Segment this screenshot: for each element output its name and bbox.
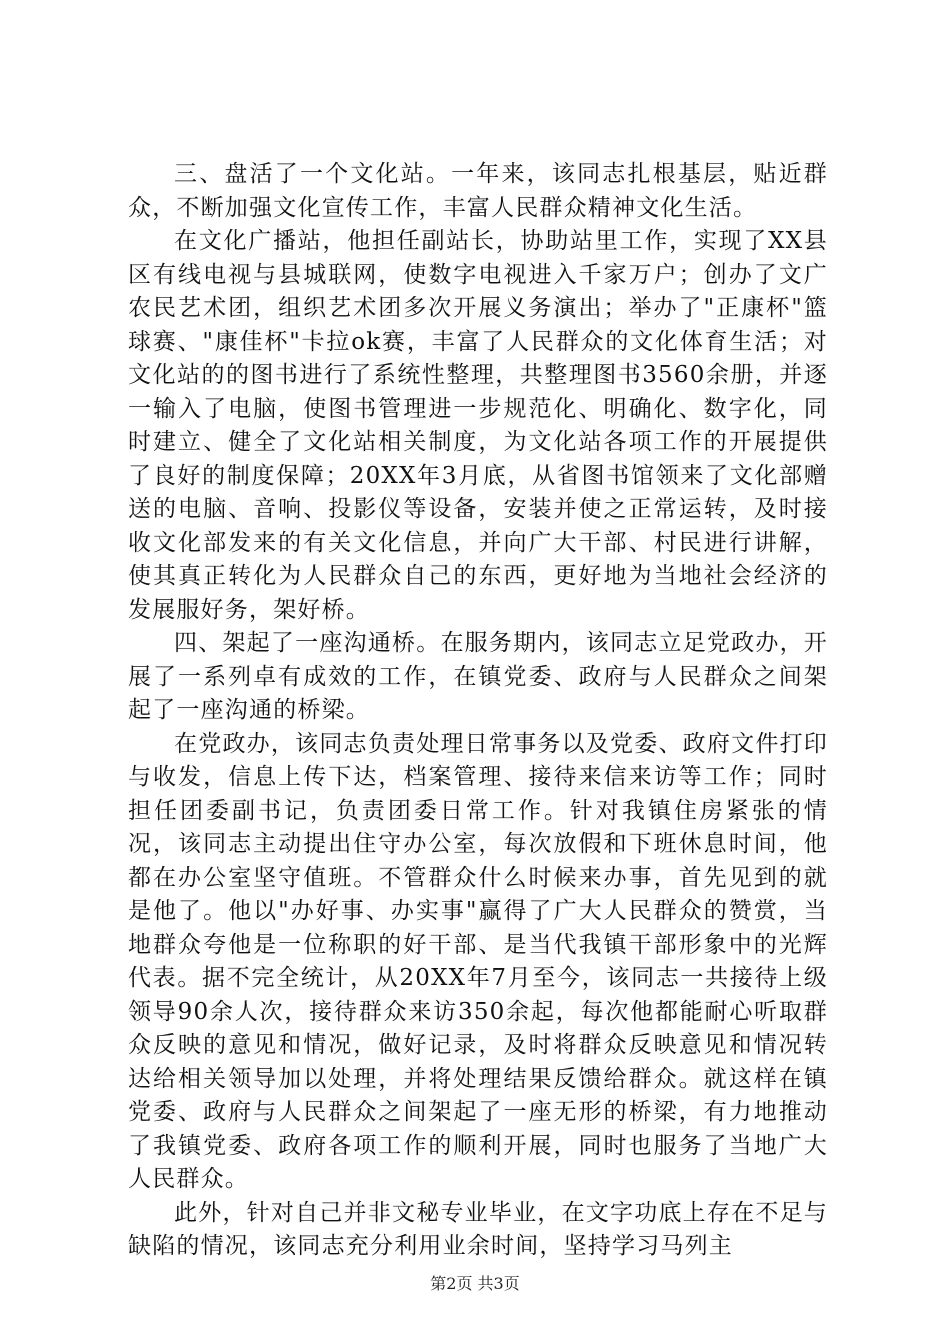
- document-body: [128, 158, 828, 1264]
- page-number-footer: 第2页 共3页: [430, 1274, 520, 1293]
- paragraph-culture-station: 在文化广播站，他担任副站长，协助站里工作，实现了XX县区有线电视与县城联网，使数字电视进入千家万户；创办了文广农民艺术团，组织艺术团多次开展义务演出；举办了"正康杯"篮球赛、"康佳杯"卡拉ok赛，丰富了人民群众的文化体育生活；对文化站的的图书进行了系统性整理，共整理图书3560余册，并逐一输入了电脑，使图书管理进一步规范化、明确化、数字化，同时建立、健全了文化站相关制度，为文化站各项工作的开展提供了良好的制度保障；20XX年3月底，从省图书馆领来了文化部赠送的电脑、音响、投影仪等设备，安装并使之正常运转，及时接收文化部发来的有关文化信息，并向广大干部、村民进行讲解，使其真正转化为人民群众自己的东西，更好地为当地社会经济的发展服好务，架好桥。: [128, 228, 828, 623]
- paragraph-party-office: 在党政办，该同志负责处理日常事务以及党委、政府文件打印与收发，信息上传下达，档案管理、接待来信来访等工作；同时担任团委副书记，负责团委日常工作。针对我镇住房紧张的情况，该同志主动提出住守办公室，每次放假和下班休息时间，他都在办公室坚守值班。不管群众什么时候来办事，首先见到的就是他了。他以"办好事、办实事"赢得了广大人民群众的赞赏，当地群众夸他是一位称职的好干部、是当代我镇干部形象中的光辉代表。据不完全统计，从20XX年7月至今，该同志一共接待上级领导90余人次，接待群众来访350余起，每次他都能耐心听取群众反映的意见和情况，做好记录，及时将群众反映意见和情况转达给相关领导加以处理，并将处理结果反馈给群众。就这样在镇党委、政府与人民群众之间架起了一座无形的桥梁，有力地推动了我镇党委、政府各项工作的顺利开展，同时也服务了当地广大人民群众。: [128, 730, 828, 1192]
- paragraph-additional-study: 此外，针对自己并非文秘专业毕业，在文字功底上存在不足与缺陷的情况，该同志充分利用业余时间，坚持学习马列主: [128, 1199, 828, 1259]
- paragraph-section-four-heading: 四、架起了一座沟通桥。在服务期内，该同志立足党政办，开展了一系列卓有成效的工作，在镇党委、政府与人民群众之间架起了一座沟通的桥梁。: [128, 630, 828, 723]
- paragraph-section-three-heading: 三、盘活了一个文化站。一年来，该同志扎根基层，贴近群众，不断加强文化宣传工作，丰富人民群众精神文化生活。: [128, 161, 828, 221]
